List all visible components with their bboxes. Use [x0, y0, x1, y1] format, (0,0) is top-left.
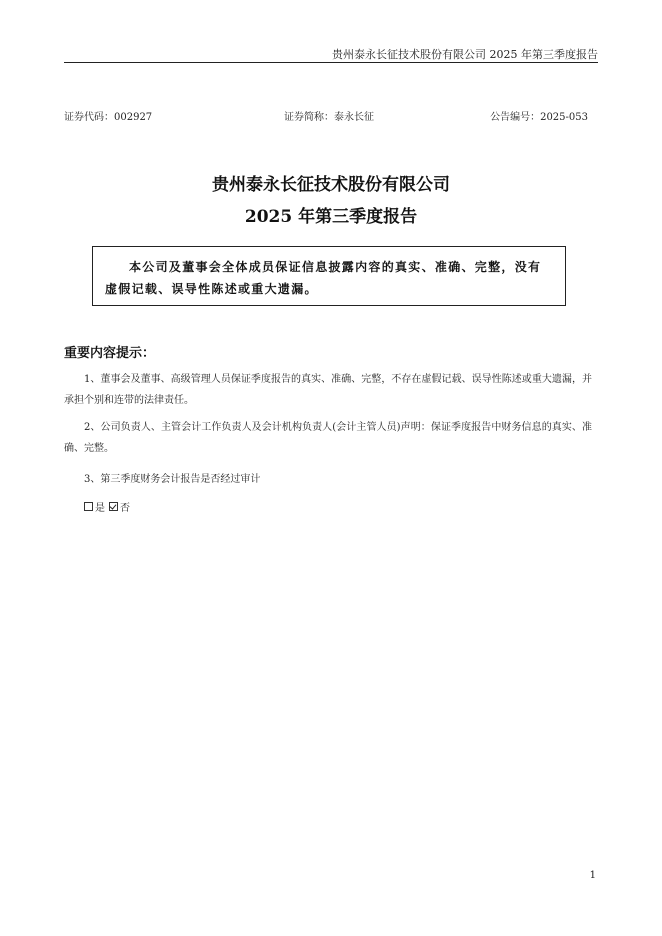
note-item-3: 3、第三季度财务会计报告是否经过审计 [84, 474, 261, 485]
running-header: 贵州泰永长征技术股份有限公司 2025 年第三季度报告 [332, 48, 598, 61]
audit-option-no: 否 [120, 503, 130, 514]
declaration-text: 本公司及董事会全体成员保证信息披露内容的真实、准确、完整，没有虚假记载、误导性陈述或重大遗漏。 [105, 260, 542, 296]
audit-option-yes: 是 [95, 503, 105, 514]
note-item-2: 2、公司负责人、主管会计工作负责人及会计机构负责人(会计主管人员)声明：保证季度报告中财务信息的真实、准确、完整。 [64, 422, 592, 454]
note-item-1: 1、董事会及董事、高级管理人员保证季度报告的真实、准确、完整，不存在虚假记载、误导性陈述或重大遗漏，并承担个别和连带的法律责任。 [64, 374, 592, 406]
declaration-box [92, 246, 566, 306]
company-title: 贵州泰永长征技术股份有限公司 [212, 175, 450, 195]
checked-box-icon[interactable] [109, 502, 118, 511]
header-rule [64, 62, 598, 63]
important-notes-heading: 重要内容提示： [64, 346, 156, 361]
page-number: 1 [589, 870, 596, 881]
announcement-number: 公告编号：2025-053 [490, 112, 588, 123]
audit-options [84, 499, 134, 514]
stock-code: 证券代码：002927 [64, 112, 153, 123]
announcement-meta-row [64, 108, 588, 122]
unchecked-box-icon[interactable] [84, 502, 93, 511]
report-title: 2025 年第三季度报告 [244, 207, 418, 227]
stock-short-name: 证券简称：泰永长征 [284, 112, 374, 123]
